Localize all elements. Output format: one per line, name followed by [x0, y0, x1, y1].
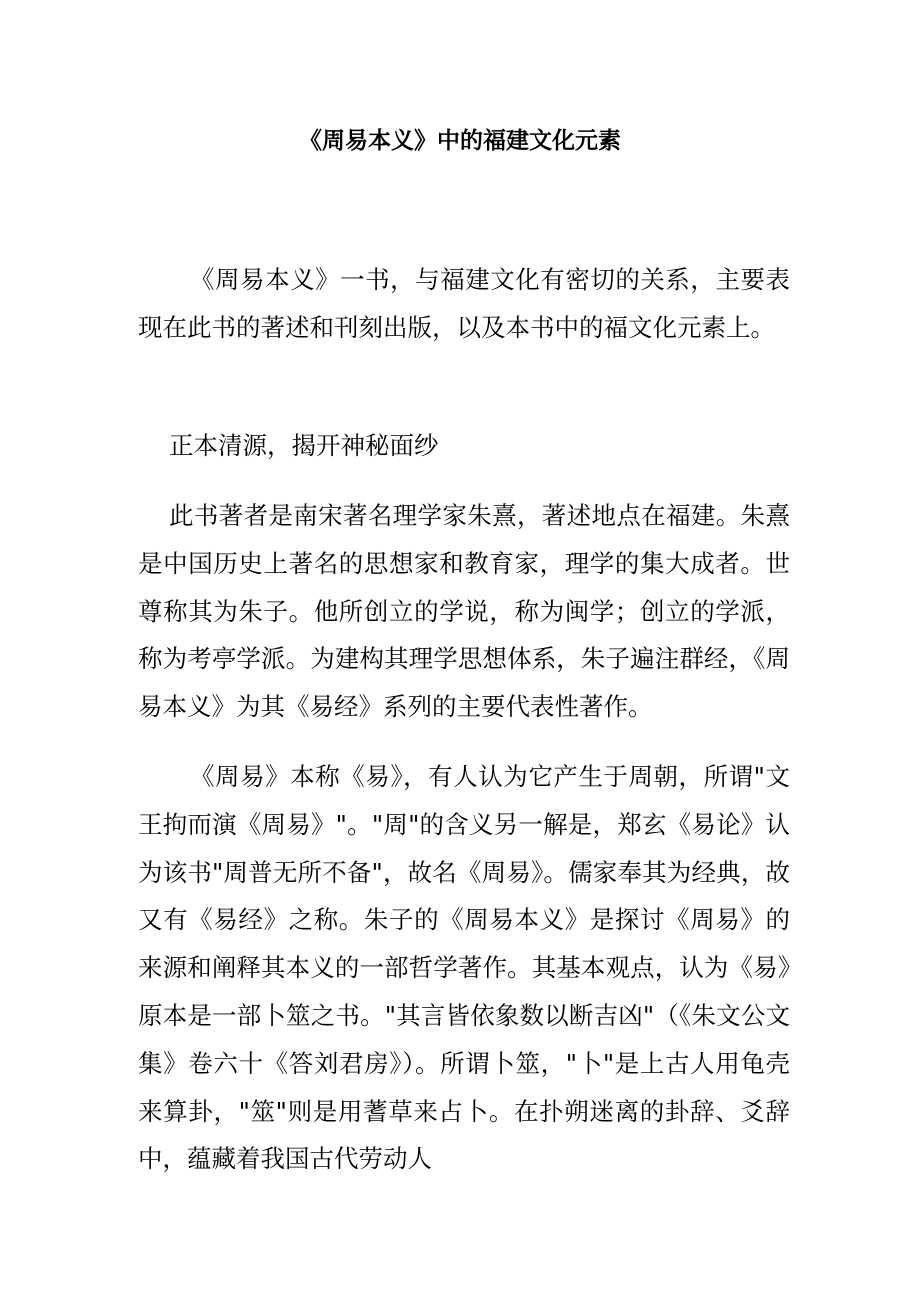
section-heading: 正本清源，揭开神秘面纱: [169, 431, 439, 460]
paragraph-author: 此书著者是南宋著名理学家朱熹，著述地点在福建。朱熹是中国历史上著名的思想家和教育家，理学的集大成者。世尊称其为朱子。他所创立的学说，称为闽学；创立的学派，称为考亭学派。为建构其理学思想体系，朱子遍注群经，《周易本义》为其《易经》系列的主要代表性著作。: [138, 501, 790, 722]
paragraph-zhouyi: 《周易》本称《易》，有人认为它产生于周朝，所谓"文王拘而演《周易》"。"周"的含义另一解是，郑玄《易论》认为该书"周普无所不备"，故名《周易》。儒家奉其为经典，故又有《易经》之称。朱子的《周易本义》是探讨《周易》的来源和阐释其本义的一部哲学著作。其基本观点，认为《易》原本是一部卜筮之书。"其言皆依象数以断吉凶"（《朱文公文集》卷六十《答刘君房》）。所谓卜筮，"卜"是上古人用龟壳来算卦，"筮"则是用蓍草来占卜。在扑朔迷离的卦辞、爻辞中，蕴藏着我国古代劳动人: [138, 762, 790, 1174]
document-title: 《周易本义》中的福建文化元素: [299, 128, 621, 154]
paragraph-intro: 《周易本义》一书，与福建文化有密切的关系，主要表现在此书的著述和刊刻出版，以及本书中的福文化元素上。: [138, 265, 790, 342]
